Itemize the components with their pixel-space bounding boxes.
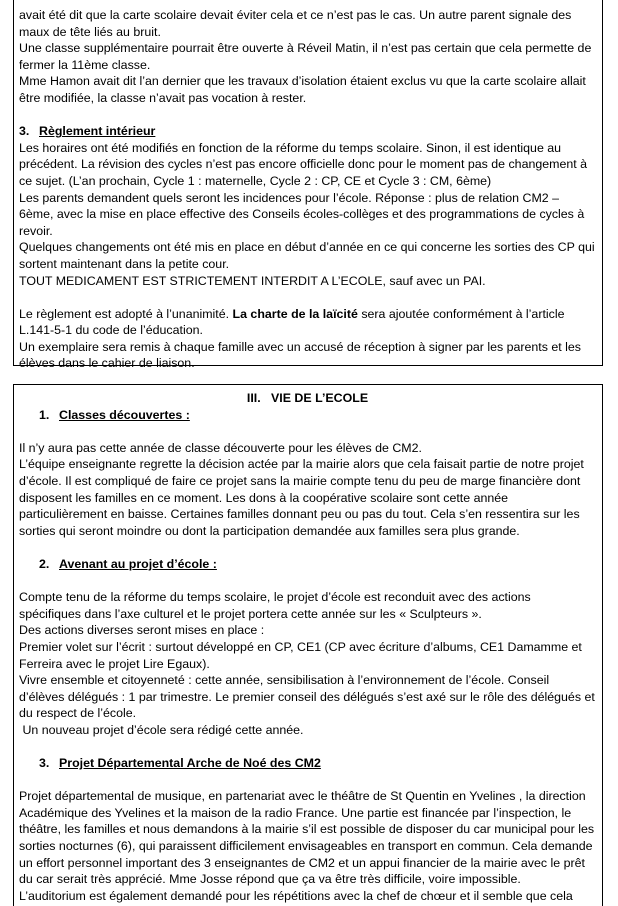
section-title: Règlement intérieur <box>39 124 156 139</box>
subsection-title: Avenant au projet d’école : <box>59 556 217 571</box>
paragraph: Une classe supplémentaire pourrait être ouverte à Réveil Matin, il n’est pas certain que cela permette de fermer la 11ème classe. <box>19 41 592 72</box>
paragraph: Compte tenu de la réforme du temps scolaire, le projet d’école est reconduit avec des actions spécifiques dans l’axe culturel et le projet portera cette année sur les « Sculpteurs ». <box>19 590 531 621</box>
subsection-number: 2. <box>39 556 50 571</box>
text-run: Le règlement est adopté à l’unanimité. <box>19 306 233 321</box>
paragraph: Premier volet sur l’écrit : surtout développé en CP, CE1 (CP avec écriture d’albums, CE1 Damamme et Ferreira avec le projet Lire Egaux). <box>19 639 582 671</box>
paragraph: Mme Hamon avait dit l’an dernier que les travaux d’isolation étaient exclus vu que la carte scolaire allait être modifiée, la classe n’avait pas vocation à rester. <box>19 74 586 105</box>
vie-ecole-section-box <box>13 384 603 906</box>
text-run: sera ajoutée conformément à l’article L.141-5-1 du code de l’éducation. <box>19 306 565 338</box>
subsection-title: Classes découvertes : <box>59 407 190 422</box>
paragraph: Il n’y aura pas cette année de classe découverte pour les élèves de CM2. <box>19 440 422 455</box>
council-minutes-section-box <box>13 0 603 371</box>
subsection-number: 1. <box>39 407 50 422</box>
subsection-heading-avenant <box>19 556 596 573</box>
subsection-heading-classes <box>19 407 596 424</box>
paragraph: avait été dit que la carte scolaire devait éviter cela et ce n’est pas le cas. Un autre parent signale des maux de tête liés au bruit. <box>19 8 572 39</box>
paragraph: Quelques changements ont été mis en place en début d’année en ce qui concerne les sorties des CP qui sortent maintenant dans la petite cour. <box>19 240 595 271</box>
paragraph: L’équipe enseignante regrette la décision actée par la mairie alors que cela faisait partie de notre projet d’école. Il est compliqué de faire ce projet sans la mairie compte tenu du peu de marge financière dont disposent les familles en ce moment. Les dons à la coopérative scolaire sont cette année particulièrement en baisse. Certaines familles donnant peu ou pas du tout. Cela s’en ressentira sur les sorties qui seront moindre ou dont la participation demandée aux familles sera plus grande. <box>19 457 584 538</box>
paragraph: Les parents demandent quels seront les incidences pour l’école. Réponse : plus de relation CM2 – 6ème, avec la mise en place effective des Conseils écoles-collèges et des programmations de cycles à revoir. <box>19 190 585 238</box>
subsection-title: Projet Départemental Arche de Noé des CM2 <box>59 756 321 771</box>
paragraph: Un nouveau projet d’école sera rédigé cette année. <box>19 722 304 737</box>
paragraph: Un exemplaire sera remis à chaque famille avec un accusé de réception à signer par les parents et les élèves dans le cahier de liaison. <box>19 339 582 371</box>
paragraph: Les horaires ont été modifiés en fonction de la réforme du temps scolaire. Sinon, il est identique au précédent. La révision des cycles n’est pas encore officielle donc pour le moment pas de changement à ce sujet. (L’an prochain, Cycle 1 : maternelle, Cycle 2 : CP, CE et Cycle 3 : CM, 6ème) <box>19 140 588 188</box>
paragraph: Projet départemental de musique, en partenariat avec le théâtre de St Quentin en Yvelines , la direction Académique des Yvelines et la maison de la radio France. Une partie est financée par l’inspection, le théâtre, les familles et nous demandons à la mairie s’il est possible de disposer du car municipal pour les sorties nocturnes (6), qui paraissent difficilement envisageables en transport en commun. Cela demande un effort personnel important des 3 enseignantes de CM2 et un appui financier de la mairie avec le prêt du car serait très apprécié. Mme Josse répond que ça va être très difficile, voire impossible. <box>19 789 595 887</box>
section-heading-reglement <box>19 123 596 140</box>
bold-text-run: La charte de la laïcité <box>232 306 358 321</box>
paragraph: L’auditorium est également demandé pour les répétitions avec la chef de chœur et il semble que cela <box>19 888 573 903</box>
paragraph <box>19 306 596 339</box>
subsection-heading-arche-de-noe <box>19 755 596 772</box>
paragraph: Vivre ensemble et citoyenneté : cette année, sensibilisation à l’environnement de l’école. Conseil d’élèves délégués : 1 par trimestre. Le premier conseil des délégués s’est axé sur le rôle des délégués et du respect de l’école. <box>19 673 595 721</box>
paragraph: Des actions diverses seront mises en place : <box>19 623 265 638</box>
subsection-number: 3. <box>39 756 50 771</box>
section-number: 3. <box>19 124 30 139</box>
part-title: III. VIE DE L’ECOLE <box>246 391 369 405</box>
paragraph: TOUT MEDICAMENT EST STRICTEMENT INTERDIT A L’ECOLE, sauf avec un PAI. <box>19 273 486 288</box>
